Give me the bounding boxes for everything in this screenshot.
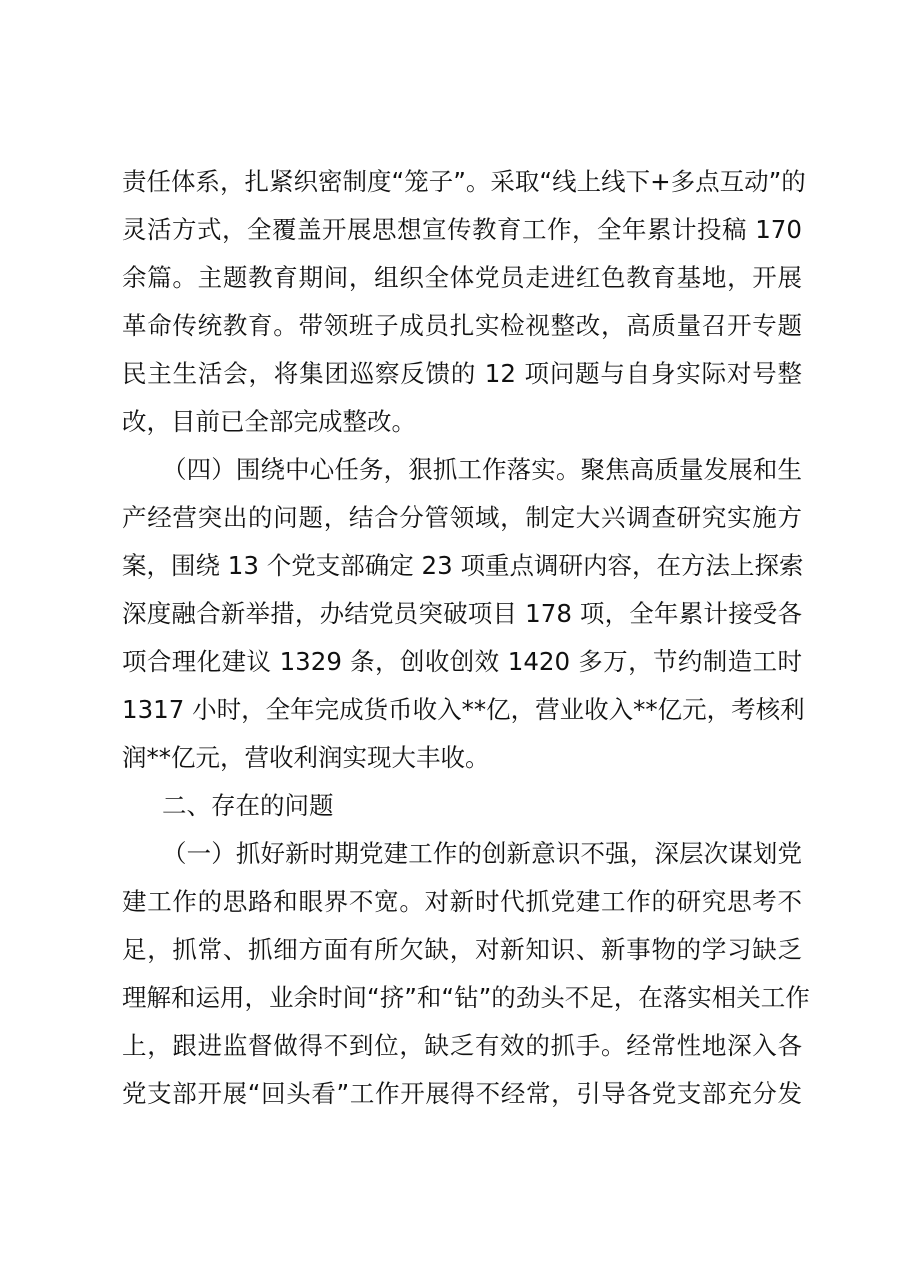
text-line-12: 1317 小时，全年完成货币收入**亿，营业收入**亿元，考核利 <box>122 695 805 724</box>
text-line-1: 责任体系，扎紧织密制度“笼子”。采取“线上线下+多点互动”的 <box>122 167 806 196</box>
text-line-18: 理解和运用，业余时间“挤”和“钻”的劲头不足，在落实相关工作 <box>122 983 810 1012</box>
text-line-5: 民主生活会，将集团巡察反馈的 12 项问题与自身实际对号整 <box>122 359 802 388</box>
text-line-19: 上，跟进监督做得不到位，缺乏有效的抓手。经常性地深入各 <box>122 1031 802 1060</box>
text-line-4: 革命传统教育。带领班子成员扎实检视整改，高质量召开专题 <box>122 311 802 340</box>
section-heading-problems: 二、存在的问题 <box>162 791 334 820</box>
text-line-10: 深度融合新举措，办结党员突破项目 178 项，全年累计接受各 <box>122 599 802 628</box>
text-line-6: 改，目前已全部完成整改。 <box>122 407 416 436</box>
text-line-17: 足，抓常、抓细方面有所欠缺，对新知识、新事物的学习缺乏 <box>122 935 802 964</box>
text-line-2: 灵活方式，全覆盖开展思想宣传教育工作，全年累计投稿 170 <box>122 215 802 244</box>
text-line-20: 党支部开展“回头看”工作开展得不经常，引导各党支部充分发 <box>122 1079 802 1108</box>
text-line-9: 案，围绕 13 个党支部确定 23 项重点调研内容，在方法上探索 <box>122 551 804 580</box>
text-line-8: 产经营突出的问题，结合分管领域，制定大兴调查研究实施方 <box>122 503 802 532</box>
text-line-3: 余篇。主题教育期间，组织全体党员走进红色教育基地，开展 <box>122 263 802 292</box>
paragraph-one-heading-line: （一）抓好新时期党建工作的创新意识不强，深层次谋划党 <box>162 839 802 868</box>
text-line-11: 项合理化建议 1329 条，创收创效 1420 多万，节约制造工时 <box>122 647 802 676</box>
paragraph-four-heading-line: （四）围绕中心任务，狠抓工作落实。聚焦高质量发展和生 <box>162 455 802 484</box>
text-line-13: 润**亿元，营收利润实现大丰收。 <box>122 743 490 772</box>
text-line-16: 建工作的思路和眼界不宽。对新时代抓党建工作的研究思考不 <box>122 887 802 916</box>
